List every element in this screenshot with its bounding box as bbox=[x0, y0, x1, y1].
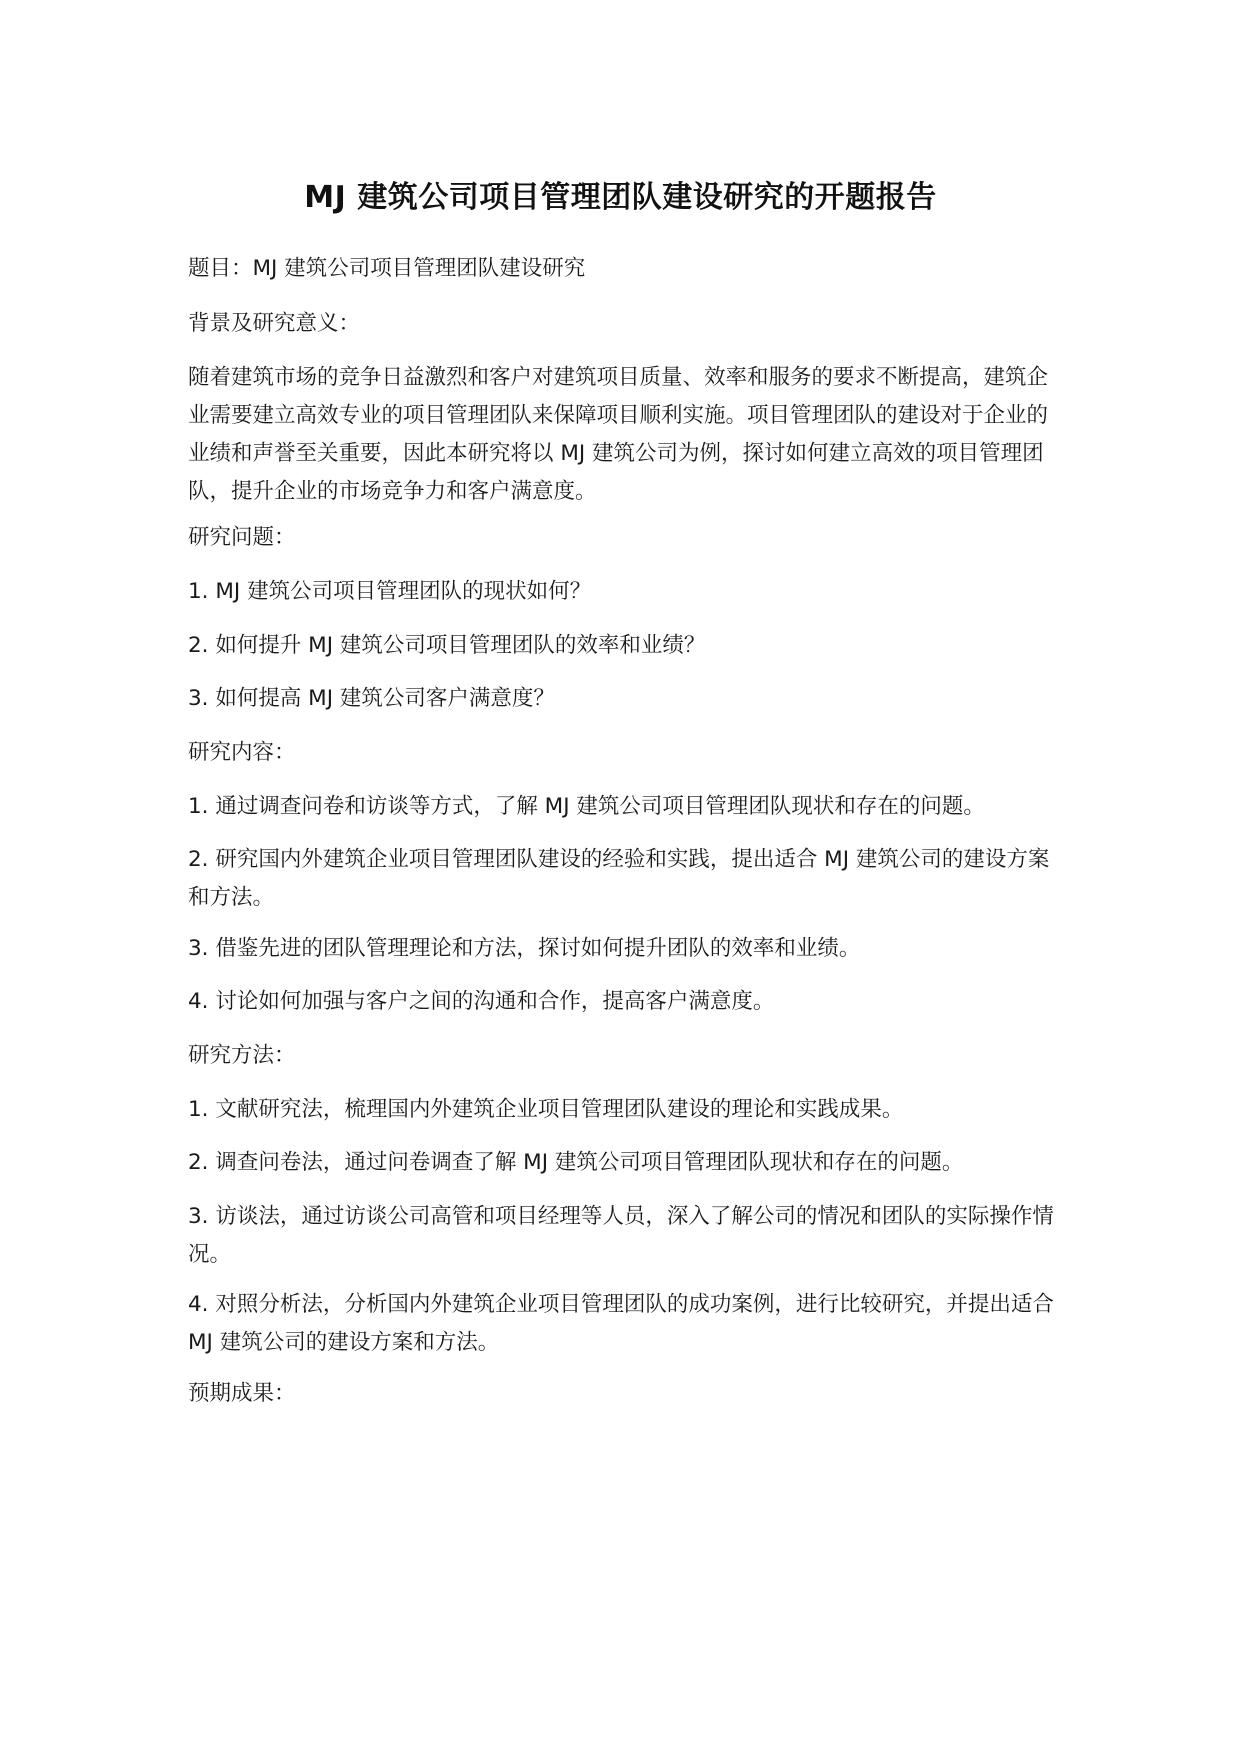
question-item: 3. 如何提高 MJ 建筑公司客户满意度？ bbox=[188, 686, 555, 711]
questions-heading: 研究问题： bbox=[188, 525, 296, 550]
content-item: 1. 通过调查问卷和访谈等方式，了解 MJ 建筑公司项目管理团队现状和存在的问题。 bbox=[188, 794, 985, 819]
question-item: 2. 如何提升 MJ 建筑公司项目管理团队的效率和业绩？ bbox=[188, 633, 706, 658]
outcomes-heading: 预期成果： bbox=[188, 1381, 296, 1406]
method-item: 1. 文献研究法，梳理国内外建筑企业项目管理团队建设的理论和实践成果。 bbox=[188, 1097, 904, 1122]
document-title: MJ 建筑公司项目管理团队建设研究的开题报告 bbox=[304, 180, 937, 215]
background-paragraph: 随着建筑市场的竞争日益激烈和客户对建筑项目质量、效率和服务的要求不断提高，建筑企业需要建立高效专业的项目管理团队来保障项目顺利实施。项目管理团队的建设对于企业的业绩和声誉至关重要，因此本研究将以 MJ 建筑公司为例，探讨如何建立高效的项目管理团队，提升企业的市场竞争力和客户满意度。 bbox=[188, 365, 1049, 504]
question-item: 1. MJ 建筑公司项目管理团队的现状如何？ bbox=[188, 579, 592, 604]
content-item: 3. 借鉴先进的团队管理理论和方法，探讨如何提升团队的效率和业绩。 bbox=[188, 936, 861, 961]
method-item: 2. 调查问卷法，通过问卷调查了解 MJ 建筑公司项目管理团队现状和存在的问题。 bbox=[188, 1150, 964, 1175]
background-heading: 背景及研究意义： bbox=[188, 311, 361, 336]
topic-line: 题目：MJ 建筑公司项目管理团队建设研究 bbox=[188, 256, 586, 281]
methods-heading: 研究方法： bbox=[188, 1043, 296, 1068]
method-item: 3. 访谈法，通过访谈公司高管和项目经理等人员，深入了解公司的情况和团队的实际操作情况。 bbox=[188, 1204, 1054, 1267]
method-item: 4. 对照分析法，分析国内外建筑企业项目管理团队的成功案例，进行比较研究，并提出适合 MJ 建筑公司的建设方案和方法。 bbox=[188, 1292, 1054, 1355]
content-heading: 研究内容： bbox=[188, 740, 296, 765]
content-item: 2. 研究国内外建筑企业项目管理团队建设的经验和实践，提出适合 MJ 建筑公司的建设方案和方法。 bbox=[188, 847, 1050, 910]
content-item: 4. 讨论如何加强与客户之间的沟通和合作，提高客户满意度。 bbox=[188, 989, 775, 1014]
